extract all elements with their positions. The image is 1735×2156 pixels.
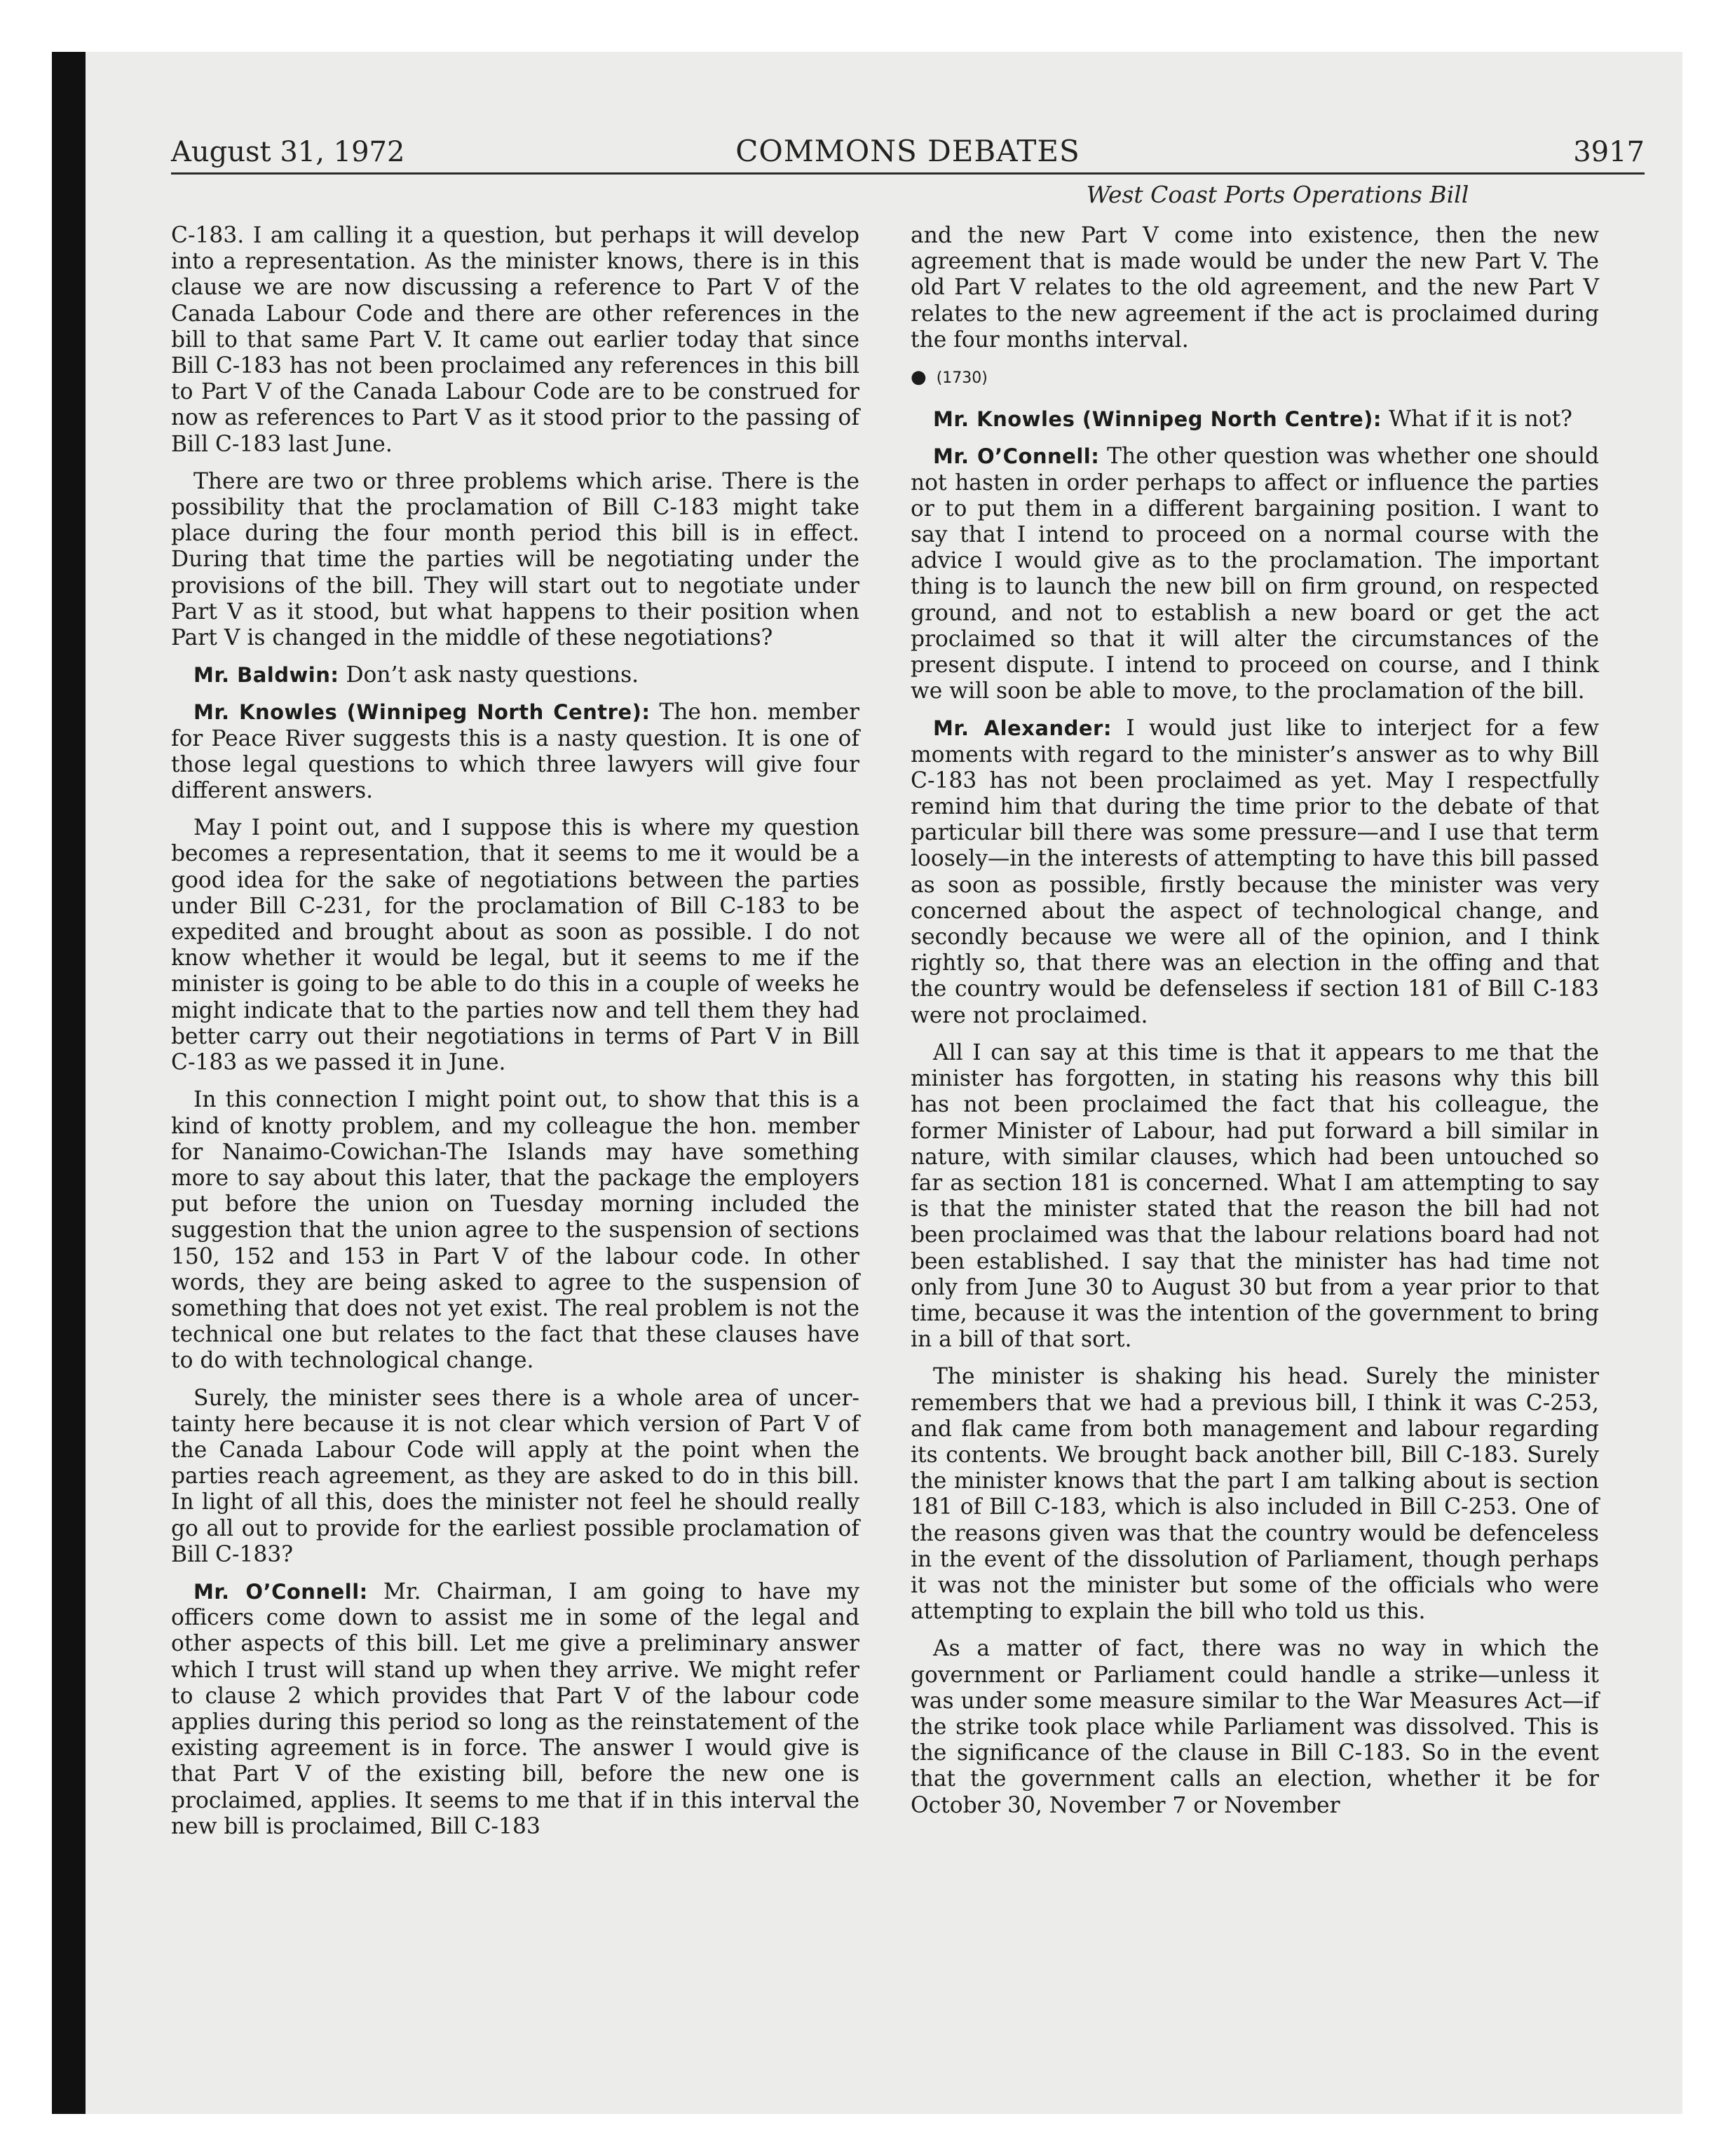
speech-text: The other question was whether one should not hasten in order perhaps to affect or influence the parties or to put them in a different bargaining position. I want to say that I intend to proceed on a normal course with the advice I would give as to the proclamation. The important thing is to launch the new bill on firm ground, on respected ground, and not to establish a new board or get the act proclaimed so that it will alter the circumstances of the present dispute. I intend to proceed on course, and I think we will soon be able to move, to the proclamation of the bill.	[911, 444, 1599, 704]
page-number: 3917	[1573, 136, 1645, 168]
page-header	[171, 135, 1645, 175]
speech-paragraph	[911, 716, 1599, 1028]
speaker-name: Mr. Alexander:	[933, 716, 1112, 741]
speaker-name: Mr. Knowles (Winnipeg North Centre):	[933, 407, 1382, 432]
time-marker-label: (1730)	[936, 369, 988, 388]
speech-text: Mr. Chairman, I am going to have my officers come down to assist me in some of the legal and other aspects of this bill. Let me give a preliminary answer which I trust will stand up when they arrive. We might refer to clause 2 which provides that Part V of the labour code applies during this period so long as the reinstatement of the existing agreement is in force. The answer I would give is that Part V of the existing bill, before the new one is proclaimed, applies. It seems to me that if in this interval the new bill is proclaimed, Bill C-183	[171, 1578, 859, 1839]
paragraph: All I can say at this time is that it appears to me that the minister has forgotten, in stating his reasons why this bill has not been proclaimed the fact that his colleague, the former Minister of Labour, had put forward a bill similar in nature, with similar clauses, which had been untouched so far as section 181 is concerned. What I am attempting to say is that the minister stated that the reason the bill had not been proclaimed was that the labour relations board had not been established. I say that the minister has had time not only from June 30 to August 30 but from a year prior to that time, because it was the intention of the government to bring in a bill of that sort.	[911, 1039, 1599, 1353]
speech-text: What if it is not?	[1382, 407, 1572, 432]
paragraph: The minister is shaking his head. Surely the minister remembers that we had a previous bill, I think it was C-253, and flak came from both management and labour regarding its contents. We brought back another bill, Bill C-183. Surely the minister knows that the part I am talking about is section 181 of Bill C-183, which is also included in Bill C-253. One of the reasons given was that the country would be defenceless in the event of the dissolution of Parliament, though perhaps it was not the minister but some of the officials who were attempting to explain the bill who told us this.	[911, 1364, 1599, 1625]
right-column	[911, 223, 1599, 1830]
bullet-icon: ●	[911, 367, 927, 388]
speaker-name: Mr. Baldwin:	[193, 663, 339, 688]
speech-paragraph	[911, 444, 1599, 704]
speech-paragraph	[171, 700, 859, 804]
paragraph: and the new Part V come into existence, then the new agreement that is made would be under the new Part V. The old Part V relates to the old agreement, and the new Part V relates to the new agreement if the act is proclaimed during the four months interval.	[911, 223, 1599, 353]
speech-paragraph	[911, 407, 1599, 432]
binding-edge	[52, 52, 86, 2114]
running-title: West Coast Ports Operations Bill	[1086, 181, 1469, 208]
time-marker	[911, 364, 1599, 391]
paragraph: In this connection I might point out, to show that this is a kind of knotty problem, and my colleague the hon. member for Nanaimo-Cowichan-The Islands may have something more to say about this later, that the package the employers put before the union on Tuesday morning included the suggestion that the union agree to the suspension of sections 150, 152 and 153 in Part V of the labour code. In other words, they are being asked to agree to the suspension of something that does not yet exist. The real problem is not the technical one but relates to the fact that these clauses have to do with technological change.	[171, 1087, 859, 1374]
paragraph: Surely, the minister sees there is a whole area of uncertainty here because it is not clear which version of Part V of the Canada Labour Code will apply at the point when the parties reach agreement, as they are asked to do in this bill. In light of all this, does the minister not feel he should really go all out to provide for the earliest possible proclamation of Bill C-183?	[171, 1385, 859, 1567]
speech-text: I would just like to interject for a few moments with regard to the minister’s answer as to why Bill C-183 has not been proclaimed as yet. May I respectfully remind him that during the time prior to the debate of that particular bill there was some pressure—and I use that term loosely—in the interests of attempting to have this bill passed as soon as possible, firstly because the minister was very concerned about the aspect of technological change, and secondly because we were all of the opinion, and I think rightly so, that there was an election in the offing and that the country would be defenseless if section 181 of Bill C-183 were not proclaimed.	[911, 716, 1599, 1028]
paragraph: May I point out, and I suppose this is where my question becomes a representation, that it seems to me it would be a good idea for the sake of negotiations between the parties under Bill C-231, for the proclamation of Bill C-183 to be expedited and brought about as soon as possible. I do not know whether it would be legal, but it seems to me if the minister is going to be able to do this in a couple of weeks he might indicate that to the parties now and tell them they had better carry out their negotiations in terms of Part V in Bill C-183 as we passed it in June.	[171, 815, 859, 1076]
left-column	[171, 223, 859, 1851]
paragraph: As a matter of fact, there was no way in which the government or Parliament could handle a strike—unless it was under some measure similar to the War Measures Act—if the strike took place while Parliament was dissolved. This is the significance of the clause in Bill C-183. So in the event that the government calls an election, whether it be for October 30, November 7 or November	[911, 1636, 1599, 1818]
document-page	[52, 52, 1682, 2114]
header-title: COMMONS DEBATES	[735, 134, 1080, 168]
speech-paragraph	[171, 662, 859, 688]
speaker-name: Mr. O’Connell:	[193, 1579, 368, 1604]
speaker-name: Mr. Knowles (Winnipeg North Centre):	[193, 700, 651, 725]
paragraph: C-183. I am calling it a question, but perhaps it will develop into a representation. As the minister knows, there is in this clause we are now discussing a reference to Part V of the Canada Labour Code and there are other references in the bill to that same Part V. It came out earlier today that since Bill C-183 has not been proclaimed any references in this bill to Part V of the Canada Labour Code are to be construed for now as references to Part V as it stood prior to the passing of Bill C-183 last June.	[171, 223, 859, 457]
speech-text: The hon. member for Peace River suggests this is a nasty question. It is one of those legal questions to which three lawyers will give four different answers.	[171, 700, 859, 804]
speaker-name: Mr. O’Connell:	[933, 444, 1100, 469]
paragraph: There are two or three problems which arise. There is the possibility that the proclamation of Bill C-183 might take place during the four month period this bill is in effect. During that time the parties will be negotiating under the provisions of the bill. They will start out to negotiate under Part V as it stood, but what happens to their position when Part V is changed in the middle of these negotiations?	[171, 468, 859, 651]
speech-text: Don’t ask nasty questions.	[339, 662, 639, 688]
speech-paragraph	[171, 1579, 859, 1840]
header-date: August 31, 1972	[171, 136, 405, 168]
